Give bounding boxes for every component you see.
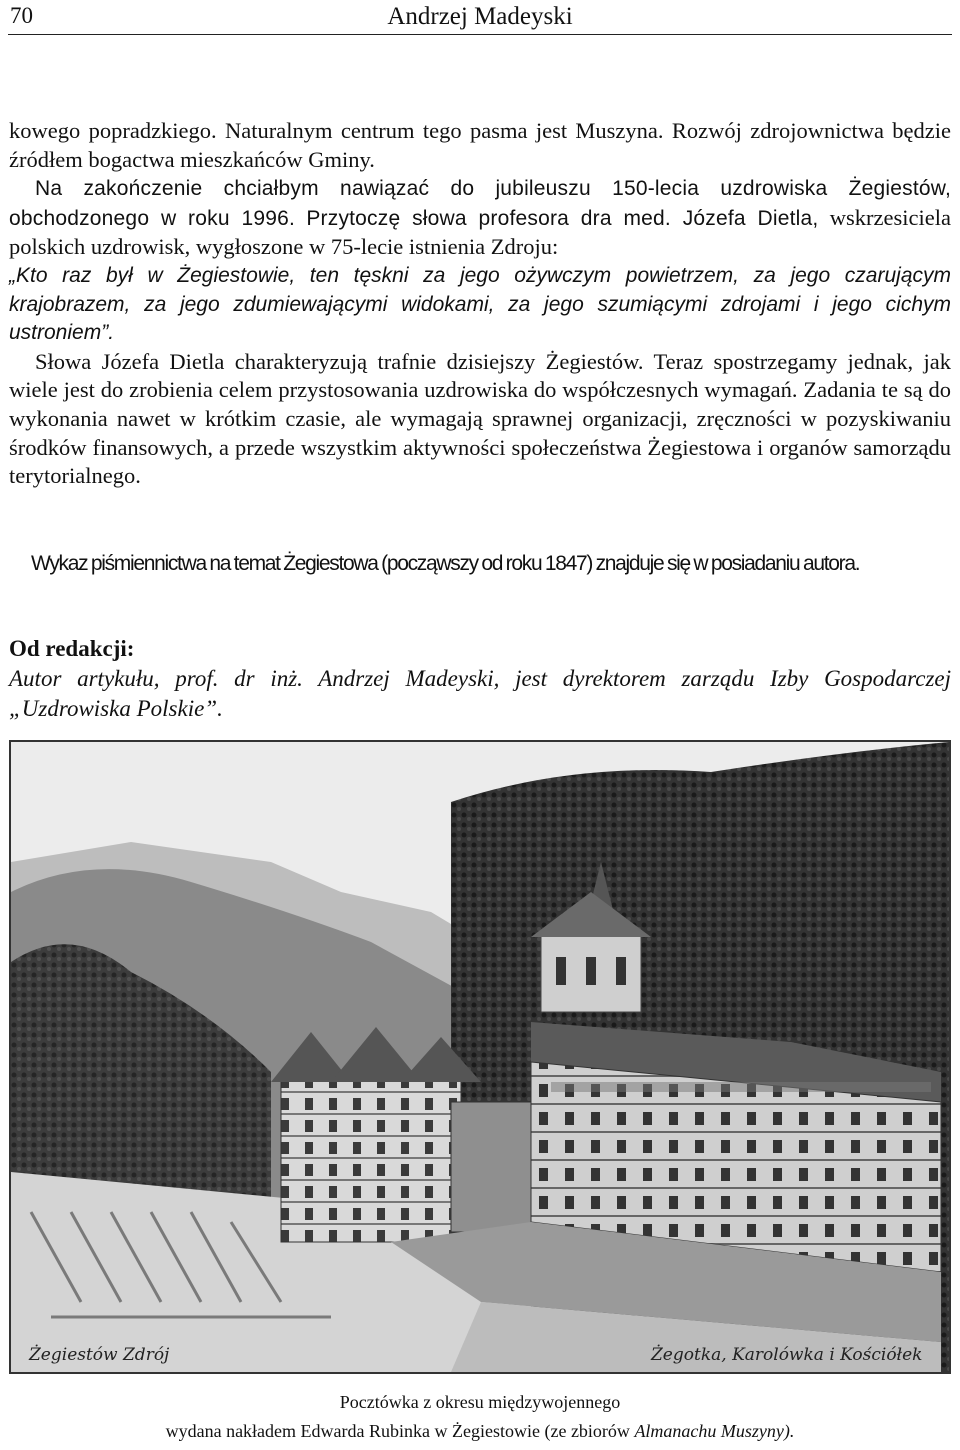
dietl-quote: „Kto raz był w Żegiestowie, ten tęskni za jego ożywczym powietrzem, za jego czarującym krajobrazem, za jego zdumiewającymi widokami, za jego szumiącymi zdrojami i jego cichym ustroniem”. xyxy=(9,263,951,345)
paragraph-2-part-b: Przytoczę słowa profesora dra med. Józefa Dietla, xyxy=(306,206,819,230)
bibliography-note-text: Wykaz piśmiennictwa na temat Żegiestowa (począwszy od roku 1847) znajduje się w posiadaniu autora. xyxy=(31,552,860,575)
paragraph-2-part-c: wskrzesiciela polskich uzdrowisk, wygłoszone w 75-lecie istnienia Zdroju: xyxy=(9,204,951,260)
article-body xyxy=(9,117,951,491)
paragraph-2-part-a: Na zakończenie chciałbym nawiązać do jubileuszu 150-lecia uzdrowiska Żegiestów, obchodzonego w roku 1996. xyxy=(9,177,951,230)
running-head-author: Andrzej Madeyski xyxy=(387,3,573,30)
postcard-photo xyxy=(9,740,951,1374)
page-header xyxy=(8,0,952,35)
editor-note xyxy=(9,634,951,724)
postcard-inscription-left: Żegiestów Zdrój xyxy=(29,1345,170,1365)
caption-line-2 xyxy=(0,1417,960,1446)
paragraph-3: Słowa Józefa Dietla charakteryzują trafnie dzisiejszy Żegiestów. Teraz spostrzegamy jednak, jak wiele jest do zrobienia celem przystosowania uzdrowiska do współczesnych wymagań. Zadania te są do wykonania nawet w krótkim czasie, ale wymagają sprawnej organizacji, zręczności w pozyskiwaniu środków finansowych, a przede wszystkim aktywności społeczeństwa Żegiestowa i organów samorządu terytorialnego. xyxy=(9,348,951,489)
photo-caption xyxy=(0,1388,960,1446)
editor-note-text: Autor artykułu, prof. dr inż. Andrzej Madeyski, jest dyrektorem zarządu Izby Gospodarczej „Uzdrowiska Polskie”. xyxy=(9,666,951,721)
paragraph-1: kowego popradzkiego. Naturalnym centrum tego pasma jest Muszyna. Rozwój zdrojownictwa będzie źródłem bogactwa mieszkańców Gminy. xyxy=(9,118,951,172)
paragraph-2 xyxy=(9,174,951,262)
caption-line-1: Pocztówka z okresu międzywojennego xyxy=(339,1392,621,1412)
postcard-illustration xyxy=(11,742,949,1372)
caption-source-title: Almanachu Muszyny). xyxy=(634,1421,795,1441)
postcard-inscription-right: Żegotka, Karolówka i Kościółek xyxy=(651,1345,923,1365)
caption-line-2-text: wydana nakładem Edwarda Rubinka w Żegiestowie (ze zbiorów xyxy=(165,1421,635,1441)
bibliography-note xyxy=(9,547,955,580)
editor-note-label: Od redakcji: xyxy=(9,636,135,661)
page-number: 70 xyxy=(10,3,33,28)
